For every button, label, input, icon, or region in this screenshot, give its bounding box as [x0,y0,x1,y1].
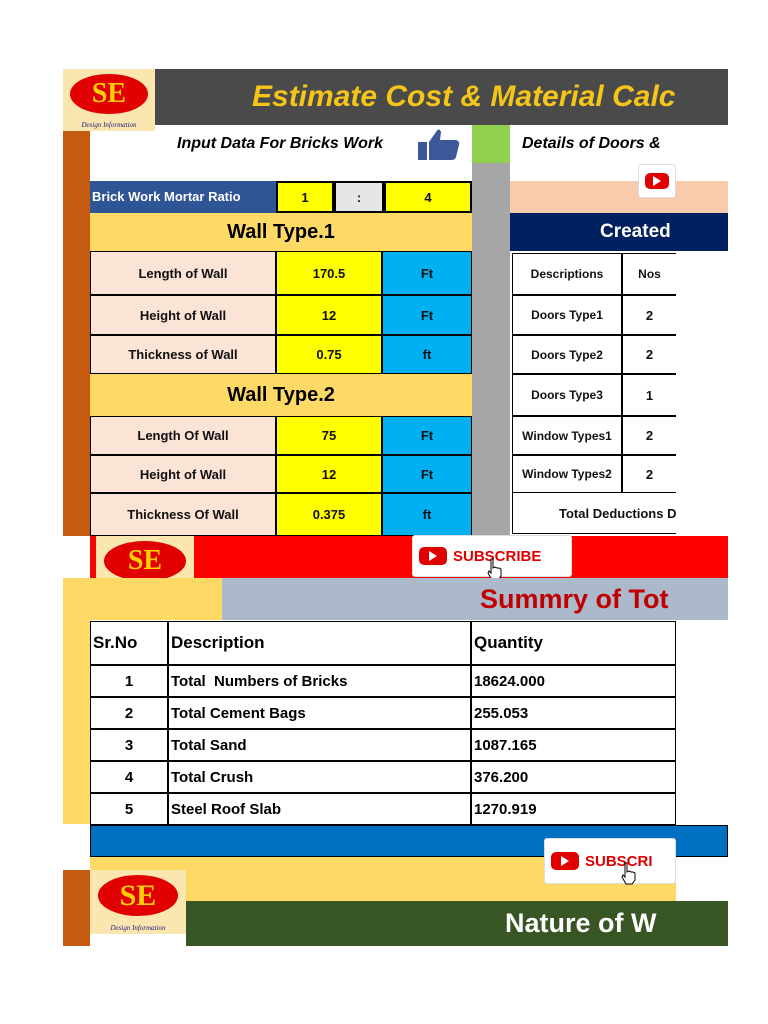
doors-peach-bar [510,181,728,213]
mortar-ratio-separator: : [334,181,384,213]
doors-row-4-desc: Window Types1 [512,416,622,455]
doors-header-nos: Nos [622,253,676,295]
wall1-length-unit: Ft [382,251,472,295]
wall2-length-unit: Ft [382,416,472,455]
logo-letters: SE [91,77,127,109]
summary-row-5-sr: 5 [90,793,168,825]
mortar-ratio-a[interactable]: 1 [276,181,334,213]
summary-row-4-desc: Total Crush [168,761,471,793]
wall1-thickness-label: Thickness of Wall [90,335,276,374]
mortar-label: Brick Work Mortar Ratio [90,181,276,213]
summary-row-4-sr: 4 [90,761,168,793]
cursor-hand-icon-2 [616,860,642,886]
wall2-thickness-label: Thickness Of Wall [90,493,276,536]
summary-row-5-desc: Steel Roof Slab [168,793,471,825]
doors-row-1-desc: Doors Type1 [512,295,622,335]
wall1-title: Wall Type.1 [90,213,472,251]
summary-row-3-qty: 1087.165 [471,729,676,761]
wall1-thickness-unit: ft [382,335,472,374]
nature-title: Nature of W [505,908,657,938]
wall2-length-label: Length Of Wall [90,416,276,455]
logo-letters: SE [119,878,157,912]
logo-bottom [90,870,186,934]
logo-caption: Design Information [81,121,137,129]
summary-row-5-qty: 1270.919 [471,793,676,825]
wall2-title: Wall Type.2 [90,374,472,416]
summary-row-1-qty: 18624.000 [471,665,676,697]
left-strip-bottom [63,870,90,946]
logo-letters: SE [127,544,163,576]
wall2-height-unit: Ft [382,455,472,493]
summary-title: Summry of Tot [480,584,669,614]
doors-row-4-nos[interactable]: 2 [622,416,676,455]
wall2-length-value[interactable]: 75 [276,416,382,455]
left-strip-lower [63,578,90,824]
left-strip [63,131,90,536]
doors-row-5-desc: Window Types2 [512,455,622,493]
wall1-height-label: Height of Wall [90,295,276,335]
doors-header-desc: Descriptions [512,253,622,295]
created-title: Created [600,221,671,242]
subscribe-label: SUBSCRIBE [453,547,542,565]
doors-row-3-desc: Doors Type3 [512,374,622,416]
wall2-thickness-value[interactable]: 0.375 [276,493,382,536]
wall1-length-label: Length of Wall [90,251,276,295]
header-title: Estimate Cost & Material Calc [252,80,676,113]
wall1-height-unit: Ft [382,295,472,335]
subscribe-button-2[interactable] [544,838,676,884]
wall2-height-label: Height of Wall [90,455,276,493]
summary-row-3-desc: Total Sand [168,729,471,761]
summary-row-2-sr: 2 [90,697,168,729]
logo-top [63,69,155,131]
doors-row-1-nos[interactable]: 2 [622,295,676,335]
wall1-thickness-value[interactable]: 0.75 [276,335,382,374]
summary-header-qty: Quantity [471,621,676,665]
wall1-height-value[interactable]: 12 [276,295,382,335]
doors-total-label: Total Deductions D [512,493,676,534]
summary-left-yellow [90,578,222,620]
subscribe-label-2: SUBSCRI [585,852,653,870]
doors-row-2-nos[interactable]: 2 [622,335,676,374]
summary-row-1-desc: Total Numbers of Bricks [168,665,471,697]
summary-header-sr: Sr.No [90,621,168,665]
summary-row-4-qty: 376.200 [471,761,676,793]
doors-row-5-nos[interactable]: 2 [622,455,676,493]
subscribe-button-small[interactable] [638,164,676,198]
wall2-thickness-unit: ft [382,493,472,536]
thumbs-up-icon[interactable] [414,126,464,162]
mortar-ratio-b[interactable]: 4 [384,181,472,213]
summary-header-desc: Description [168,621,471,665]
middle-divider [472,163,510,536]
summary-row-2-desc: Total Cement Bags [168,697,471,729]
wall2-height-value[interactable]: 12 [276,455,382,493]
doors-section-title: Details of Doors & [522,135,661,152]
logo-caption: Design Information [110,924,166,932]
doors-row-3-nos[interactable]: 1 [622,374,676,416]
input-section-title: Input Data For Bricks Work [177,135,383,152]
summary-row-2-qty: 255.053 [471,697,676,729]
summary-row-3-sr: 3 [90,729,168,761]
wall1-length-value[interactable]: 170.5 [276,251,382,295]
summary-row-1-sr: 1 [90,665,168,697]
doors-row-2-desc: Doors Type2 [512,335,622,374]
green-block [472,125,510,163]
